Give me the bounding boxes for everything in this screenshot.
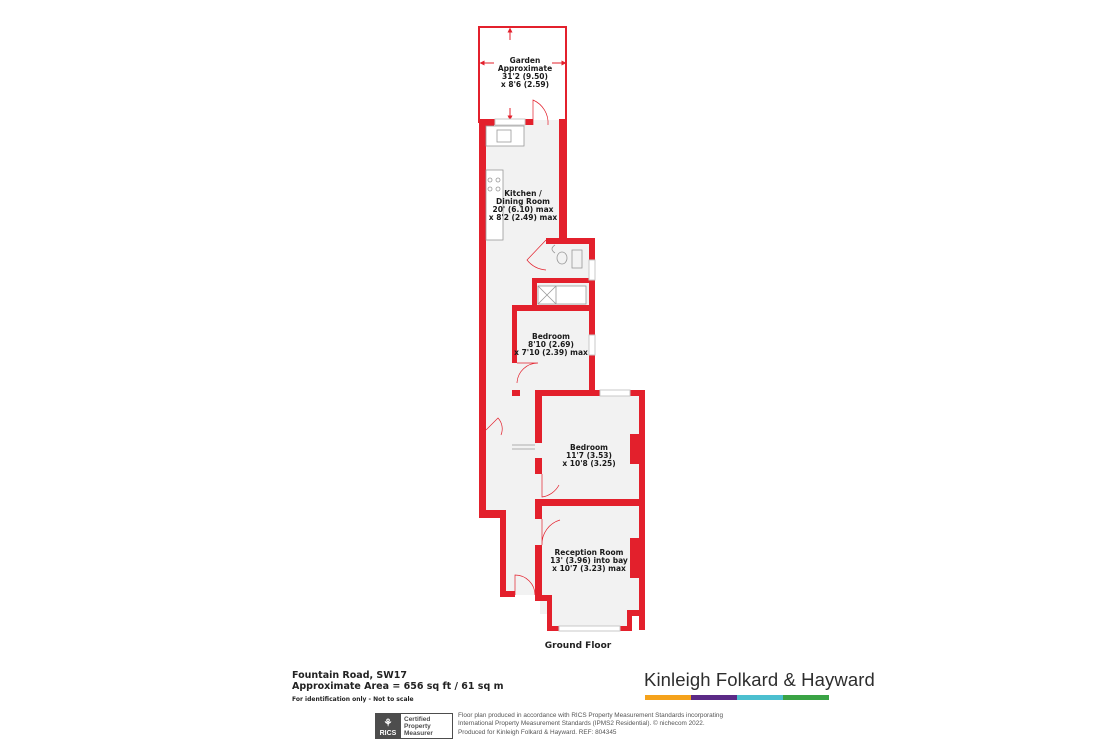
floor-label: Ground Floor (544, 641, 612, 651)
svg-text:Bedroom: Bedroom (532, 332, 570, 341)
svg-text:x 8'2 (2.49) max: x 8'2 (2.49) max (488, 213, 558, 222)
svg-text:x 10'8 (3.25): x 10'8 (3.25) (562, 459, 616, 468)
svg-text:Reception Room: Reception Room (554, 548, 624, 557)
disclaimer: Floor plan produced in accordance with RICS Property Measurement Standards incorporating International Property Measurement Standards (IPMS2 Residential). © nichecom 2022. Produced for Kinleigh Folkard & Hayward. REF: 804345 (458, 712, 723, 736)
svg-text:8'10 (2.69): 8'10 (2.69) (528, 340, 574, 349)
svg-text:x 7'10 (2.39) max: x 7'10 (2.39) max (514, 348, 588, 357)
svg-text:20' (6.10) max: 20' (6.10) max (492, 205, 554, 214)
svg-text:x 8'6 (2.59): x 8'6 (2.59) (500, 80, 550, 89)
approximate-area: Approximate Area = 656 sq ft / 61 sq m (292, 681, 504, 692)
rics-badge (375, 713, 453, 739)
rics-certified-text: Certified Property Measurer (401, 713, 453, 739)
svg-text:Bedroom: Bedroom (570, 443, 608, 452)
brand-color-bar (645, 695, 829, 700)
brand-bar-segment (691, 695, 737, 700)
svg-text:11'7 (3.53): 11'7 (3.53) (566, 451, 612, 460)
brand-bar-segment (783, 695, 829, 700)
svg-text:Dining Room: Dining Room (496, 197, 550, 206)
brand-logo: Kinleigh Folkard & Hayward (644, 669, 875, 690)
brand-bar-segment (737, 695, 783, 700)
address: Fountain Road, SW17 (292, 670, 407, 681)
scale-note: For identification only - Not to scale (292, 696, 414, 703)
label-bedroom-large (562, 443, 615, 468)
rics-emblem-icon: ⚘ (383, 718, 393, 729)
label-reception (550, 548, 628, 573)
brand-bar-segment (645, 695, 691, 700)
svg-text:31'2 (9.50): 31'2 (9.50) (502, 72, 548, 81)
svg-text:13' (3.96) into bay: 13' (3.96) into bay (550, 556, 628, 565)
property-info (292, 670, 503, 703)
svg-text:Kitchen /: Kitchen / (504, 189, 542, 198)
label-garden (498, 56, 552, 89)
svg-text:Garden: Garden (509, 56, 541, 65)
svg-text:Approximate: Approximate (497, 64, 553, 73)
rics-logo: ⚘ RICS (375, 713, 401, 739)
svg-text:x 10'7 (3.23) max: x 10'7 (3.23) max (552, 564, 626, 573)
